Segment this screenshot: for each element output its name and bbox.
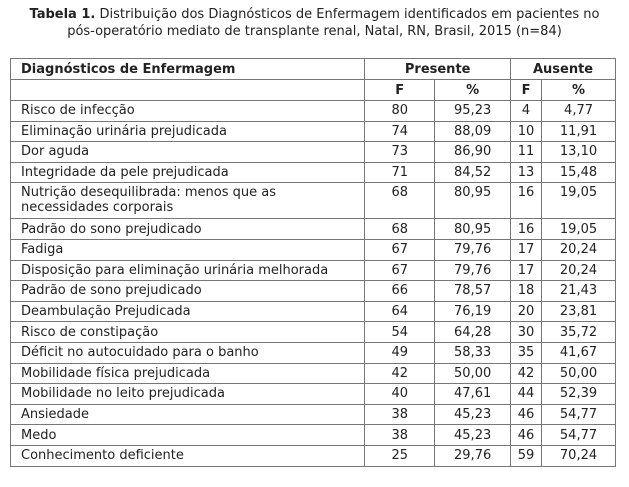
table-row bbox=[11, 239, 616, 260]
table-body bbox=[11, 101, 616, 467]
header-present: Presente bbox=[365, 59, 511, 80]
table-row bbox=[11, 121, 616, 142]
diagnosis-cell: Eliminação urinária prejudicada bbox=[11, 121, 365, 142]
table-row bbox=[11, 384, 616, 405]
present-f-cell: 67 bbox=[365, 260, 435, 281]
table-row bbox=[11, 363, 616, 384]
absent-pct-cell: 13,10 bbox=[542, 142, 616, 163]
absent-f-cell: 59 bbox=[511, 445, 542, 466]
absent-pct-cell: 11,91 bbox=[542, 121, 616, 142]
absent-f-cell: 44 bbox=[511, 384, 542, 405]
header-blank bbox=[11, 80, 365, 101]
diagnosis-cell: Integridade da pele prejudicada bbox=[11, 162, 365, 183]
diagnosis-cell: Risco de infecção bbox=[11, 101, 365, 122]
absent-f-cell: 35 bbox=[511, 342, 542, 363]
header-absent: Ausente bbox=[511, 59, 616, 80]
table-row bbox=[11, 301, 616, 322]
absent-f-cell: 13 bbox=[511, 162, 542, 183]
absent-pct-cell: 70,24 bbox=[542, 445, 616, 466]
absent-pct-cell: 19,05 bbox=[542, 183, 616, 219]
present-f-cell: 67 bbox=[365, 239, 435, 260]
present-pct-cell: 76,19 bbox=[435, 301, 511, 322]
table-row bbox=[11, 342, 616, 363]
absent-f-cell: 16 bbox=[511, 183, 542, 219]
present-f-cell: 38 bbox=[365, 404, 435, 425]
present-f-cell: 38 bbox=[365, 425, 435, 446]
present-f-cell: 42 bbox=[365, 363, 435, 384]
absent-pct-cell: 23,81 bbox=[542, 301, 616, 322]
diagnosis-cell: Fadiga bbox=[11, 239, 365, 260]
diagnosis-cell: Dor aguda bbox=[11, 142, 365, 163]
present-pct-cell: 78,57 bbox=[435, 281, 511, 302]
table-row bbox=[11, 260, 616, 281]
diagnosis-cell: Mobilidade física prejudicada bbox=[11, 363, 365, 384]
present-f-cell: 64 bbox=[365, 301, 435, 322]
present-f-cell: 54 bbox=[365, 322, 435, 343]
diagnosis-cell: Nutrição desequilibrada: menos que as necessidades corporais bbox=[11, 183, 365, 219]
present-f-cell: 25 bbox=[365, 445, 435, 466]
present-pct-cell: 88,09 bbox=[435, 121, 511, 142]
absent-pct-cell: 54,77 bbox=[542, 425, 616, 446]
present-pct-cell: 84,52 bbox=[435, 162, 511, 183]
caption-line-1 bbox=[0, 6, 629, 23]
present-pct-cell: 79,76 bbox=[435, 260, 511, 281]
absent-pct-cell: 35,72 bbox=[542, 322, 616, 343]
absent-f-cell: 30 bbox=[511, 322, 542, 343]
header-absent-f: F bbox=[511, 80, 542, 101]
present-f-cell: 74 bbox=[365, 121, 435, 142]
absent-f-cell: 17 bbox=[511, 260, 542, 281]
table-row bbox=[11, 101, 616, 122]
present-f-cell: 73 bbox=[365, 142, 435, 163]
header-diagnosis: Diagnósticos de Enfermagem bbox=[11, 59, 365, 80]
present-pct-cell: 45,23 bbox=[435, 404, 511, 425]
absent-pct-cell: 15,48 bbox=[542, 162, 616, 183]
present-f-cell: 71 bbox=[365, 162, 435, 183]
header-present-f: F bbox=[365, 80, 435, 101]
table-row bbox=[11, 445, 616, 466]
present-f-cell: 49 bbox=[365, 342, 435, 363]
diagnosis-cell: Medo bbox=[11, 425, 365, 446]
diagnosis-cell: Déficit no autocuidado para o banho bbox=[11, 342, 365, 363]
present-pct-cell: 79,76 bbox=[435, 239, 511, 260]
table-caption bbox=[0, 6, 629, 40]
diagnosis-table bbox=[10, 58, 616, 467]
table-row bbox=[11, 281, 616, 302]
diagnosis-cell: Padrão do sono prejudicado bbox=[11, 219, 365, 240]
absent-f-cell: 10 bbox=[511, 121, 542, 142]
absent-pct-cell: 41,67 bbox=[542, 342, 616, 363]
diagnosis-cell: Deambulação Prejudicada bbox=[11, 301, 365, 322]
present-pct-cell: 58,33 bbox=[435, 342, 511, 363]
diagnosis-cell: Ansiedade bbox=[11, 404, 365, 425]
absent-f-cell: 11 bbox=[511, 142, 542, 163]
absent-f-cell: 16 bbox=[511, 219, 542, 240]
present-f-cell: 80 bbox=[365, 101, 435, 122]
absent-pct-cell: 52,39 bbox=[542, 384, 616, 405]
caption-label: Tabela 1. bbox=[29, 7, 96, 22]
absent-pct-cell: 20,24 bbox=[542, 260, 616, 281]
present-pct-cell: 50,00 bbox=[435, 363, 511, 384]
present-pct-cell: 80,95 bbox=[435, 219, 511, 240]
table-row bbox=[11, 425, 616, 446]
caption-text-1: Distribuição dos Diagnósticos de Enfermagem identificados em pacientes no bbox=[99, 7, 600, 22]
present-f-cell: 40 bbox=[365, 384, 435, 405]
header-present-pct: % bbox=[435, 80, 511, 101]
table-row bbox=[11, 183, 616, 219]
present-pct-cell: 95,23 bbox=[435, 101, 511, 122]
absent-pct-cell: 4,77 bbox=[542, 101, 616, 122]
caption-line-2: pós-operatório mediato de transplante renal, Natal, RN, Brasil, 2015 (n=84) bbox=[67, 24, 562, 39]
present-pct-cell: 80,95 bbox=[435, 183, 511, 219]
absent-pct-cell: 21,43 bbox=[542, 281, 616, 302]
present-pct-cell: 45,23 bbox=[435, 425, 511, 446]
absent-f-cell: 20 bbox=[511, 301, 542, 322]
absent-f-cell: 42 bbox=[511, 363, 542, 384]
table-row bbox=[11, 404, 616, 425]
table-row bbox=[11, 322, 616, 343]
present-pct-cell: 47,61 bbox=[435, 384, 511, 405]
absent-f-cell: 4 bbox=[511, 101, 542, 122]
present-f-cell: 68 bbox=[365, 219, 435, 240]
absent-f-cell: 46 bbox=[511, 404, 542, 425]
present-pct-cell: 64,28 bbox=[435, 322, 511, 343]
absent-f-cell: 17 bbox=[511, 239, 542, 260]
header-absent-pct: % bbox=[542, 80, 616, 101]
diagnosis-cell: Risco de constipação bbox=[11, 322, 365, 343]
diagnosis-cell: Disposição para eliminação urinária melhorada bbox=[11, 260, 365, 281]
absent-pct-cell: 54,77 bbox=[542, 404, 616, 425]
diagnosis-cell: Conhecimento deficiente bbox=[11, 445, 365, 466]
present-f-cell: 68 bbox=[365, 183, 435, 219]
table-row bbox=[11, 219, 616, 240]
absent-f-cell: 46 bbox=[511, 425, 542, 446]
present-pct-cell: 29,76 bbox=[435, 445, 511, 466]
absent-pct-cell: 20,24 bbox=[542, 239, 616, 260]
absent-pct-cell: 19,05 bbox=[542, 219, 616, 240]
present-f-cell: 66 bbox=[365, 281, 435, 302]
absent-pct-cell: 50,00 bbox=[542, 363, 616, 384]
present-pct-cell: 86,90 bbox=[435, 142, 511, 163]
diagnosis-cell: Padrão de sono prejudicado bbox=[11, 281, 365, 302]
table-row bbox=[11, 142, 616, 163]
table-row bbox=[11, 162, 616, 183]
diagnosis-cell: Mobilidade no leito prejudicada bbox=[11, 384, 365, 405]
absent-f-cell: 18 bbox=[511, 281, 542, 302]
